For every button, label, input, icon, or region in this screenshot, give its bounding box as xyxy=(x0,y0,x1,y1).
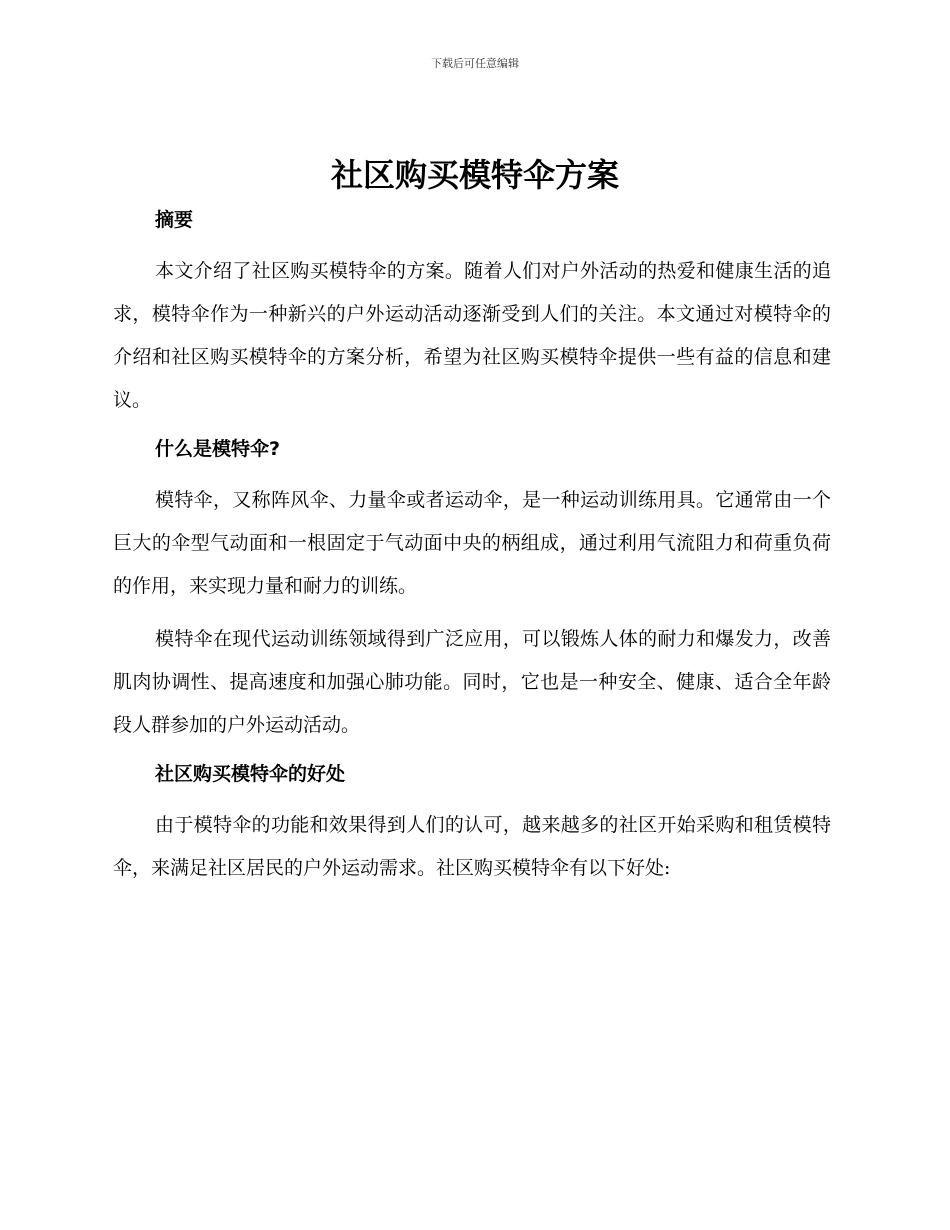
paragraph: 本文介绍了社区购买模特伞的方案。随着人们对户外活动的热爱和健康生活的追求，模特伞作为一种新兴的户外运动活动逐渐受到人们的关注。本文通过对模特伞的介绍和社区购买模特伞的方案分析，希望为社区购买模特伞提供一些有益的信息和建议。 xyxy=(113,260,831,411)
section-what-is xyxy=(113,432,831,747)
header-note: 下载后可任意编辑 xyxy=(431,57,519,70)
section-benefits xyxy=(113,757,831,890)
document-title: 社区购买模特伞方案 xyxy=(330,156,619,194)
paragraph: 模特伞在现代运动训练领域得到广泛应用，可以锻炼人体的耐力和爆发力，改善肌肉协调性、提高速度和加强心肺功能。同时，它也是一种安全、健康、适合全年龄段人群参加的户外运动活动。 xyxy=(113,628,831,736)
document-body xyxy=(113,203,831,900)
paragraph: 模特伞，又称阵风伞、力量伞或者运动伞，是一种运动训练用具。它通常由一个巨大的伞型气动面和一根固定于气动面中央的柄组成，通过利用气流阻力和荷重负荷的作用，来实现力量和耐力的训练。 xyxy=(113,489,831,597)
section-heading: 摘要 xyxy=(155,209,194,231)
section-abstract xyxy=(113,203,831,422)
section-heading: 社区购买模特伞的好处 xyxy=(155,763,346,785)
paragraph: 由于模特伞的功能和效果得到人们的认可，越来越多的社区开始采购和租赁模特伞，来满足社区居民的户外运动需求。社区购买模特伞有以下好处: xyxy=(113,814,831,879)
section-heading: 什么是模特伞? xyxy=(155,438,281,460)
